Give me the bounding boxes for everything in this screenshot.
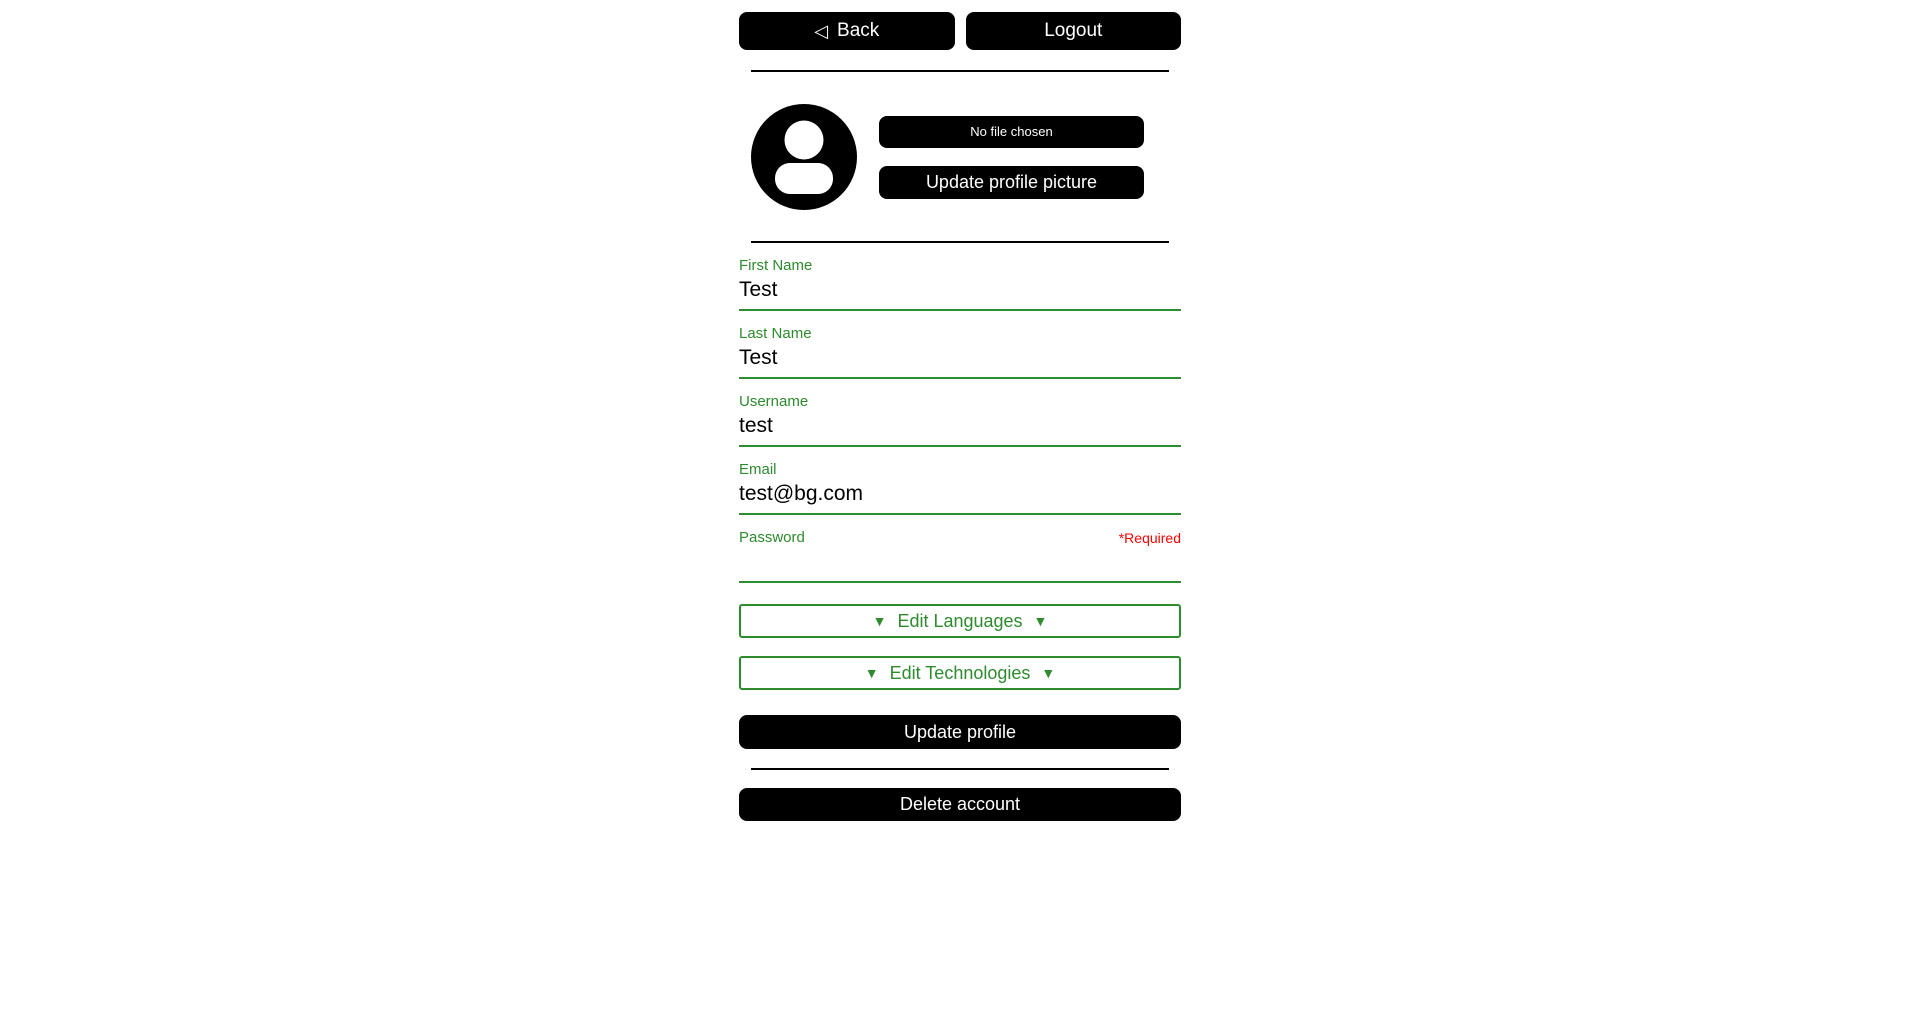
divider-bottom bbox=[751, 768, 1169, 770]
edit-technologies-button[interactable] bbox=[739, 656, 1181, 690]
last-name-input[interactable] bbox=[739, 343, 1181, 379]
back-button-label: Back bbox=[837, 20, 880, 41]
edit-technologies-label: Edit Technologies bbox=[889, 662, 1031, 683]
avatar bbox=[751, 104, 857, 210]
back-button[interactable] bbox=[739, 12, 955, 50]
update-picture-label: Update profile picture bbox=[925, 171, 1098, 192]
divider-top bbox=[751, 70, 1169, 72]
username-label: Username bbox=[739, 393, 809, 410]
email-input[interactable] bbox=[739, 479, 1181, 515]
email-label: Email bbox=[739, 461, 777, 478]
chevron-down-icon: ▼ bbox=[1033, 613, 1048, 629]
field-password bbox=[739, 529, 1181, 583]
first-name-input[interactable] bbox=[739, 275, 1181, 311]
logout-button[interactable] bbox=[966, 12, 1182, 50]
divider-form bbox=[751, 241, 1169, 243]
chevron-down-icon: ▼ bbox=[864, 665, 879, 681]
chevron-down-icon: ▼ bbox=[1041, 665, 1056, 681]
field-first-name bbox=[739, 257, 1181, 311]
update-profile-label: Update profile bbox=[903, 721, 1017, 742]
first-name-label: First Name bbox=[739, 257, 813, 274]
username-input[interactable] bbox=[739, 411, 1181, 447]
password-label-row bbox=[739, 529, 1181, 547]
field-last-name bbox=[739, 325, 1181, 379]
chevron-down-icon: ▼ bbox=[872, 613, 887, 629]
edit-languages-button[interactable] bbox=[739, 604, 1181, 638]
back-arrow-icon: ◁ bbox=[814, 21, 829, 41]
profile-page bbox=[739, 0, 1181, 821]
edit-languages-label: Edit Languages bbox=[897, 610, 1023, 631]
logout-button-label: Logout bbox=[1044, 20, 1103, 41]
top-button-row bbox=[739, 12, 1181, 50]
delete-account-button[interactable] bbox=[739, 788, 1181, 821]
delete-account-label: Delete account bbox=[899, 794, 1021, 814]
last-name-label: Last Name bbox=[739, 325, 812, 342]
file-chosen-button[interactable] bbox=[879, 116, 1144, 148]
password-required-note: *Required bbox=[1118, 530, 1181, 547]
file-chosen-label: No file chosen bbox=[970, 124, 1053, 139]
field-email bbox=[739, 461, 1181, 515]
profile-picture-section bbox=[739, 104, 1181, 210]
update-picture-button[interactable] bbox=[879, 166, 1144, 199]
password-label: Password bbox=[739, 529, 805, 546]
person-circle-icon bbox=[751, 104, 857, 210]
password-input[interactable] bbox=[739, 547, 1181, 583]
picture-buttons-column bbox=[879, 116, 1144, 199]
field-username bbox=[739, 393, 1181, 447]
update-profile-button[interactable] bbox=[739, 715, 1181, 749]
